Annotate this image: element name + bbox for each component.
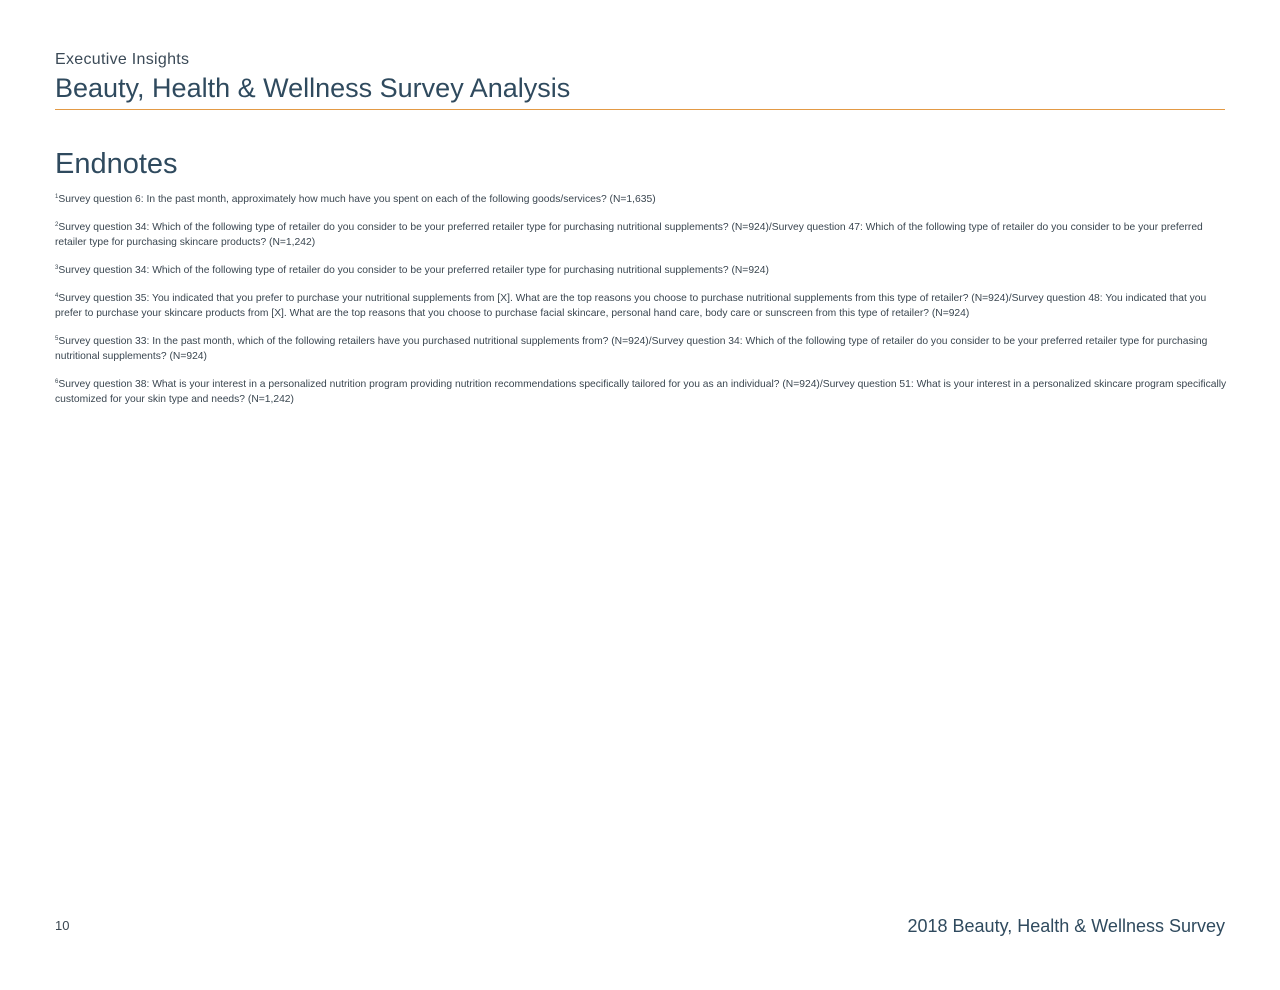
endnote-number: 3	[55, 265, 59, 271]
endnote-2	[55, 220, 1227, 250]
endnote-3	[55, 263, 1227, 278]
endnote-5	[55, 334, 1227, 364]
page-number: 10	[55, 918, 70, 933]
endnote-text: Survey question 34: Which of the following type of retailer do you consider to be your preferred retailer type for purchasing nutritional supplements? (N=924)	[58, 265, 769, 276]
endnote-number: 1	[55, 194, 59, 200]
header-eyebrow: Executive Insights	[55, 51, 190, 68]
endnote-number: 2	[55, 222, 59, 228]
endnote-number: 4	[55, 293, 59, 299]
endnote-text: Survey question 33: In the past month, which of the following retailers have you purchased nutritional supplements from? (N=924)/Survey question 34: Which of the following type of retailer do you consider to be your preferred retailer type for purchasing nutritional supplements? (N=924)	[55, 336, 1208, 362]
endnote-text: Survey question 6: In the past month, approximately how much have you spent on each of the following goods/services? (N=1,635)	[58, 194, 656, 205]
endnote-1	[55, 192, 1227, 207]
footer-title: 2018 Beauty, Health & Wellness Survey	[907, 916, 1225, 936]
header-divider	[55, 109, 1225, 110]
endnote-text: Survey question 35: You indicated that you prefer to purchase your nutritional supplements from [X]. What are the top reasons you choose to purchase nutritional supplements from this type of retailer? (N=924)/Survey question 48: You indicated that you prefer to purchase your skincare products from [X]. What are the top reasons that you choose to purchase facial skincare, personal hand care, body care or sunscreen from this type of retailer? (N=924)	[55, 293, 1207, 319]
page-header	[55, 50, 1225, 105]
endnote-number: 6	[55, 379, 59, 385]
endnote-text: Survey question 38: What is your interest in a personalized nutrition program providing nutrition recommendations specifically tailored for you as an individual? (N=924)/Survey question 51: What is your interest in a personalized skincare program specifically customized for your skin type and needs? (N=1,242)	[55, 379, 1227, 405]
section-title: Endnotes	[55, 148, 178, 180]
endnote-text: Survey question 34: Which of the following type of retailer do you consider to be your preferred retailer type for purchasing nutritional supplements? (N=924)/Survey question 47: Which of the following type of retailer do you consider to be your preferred retailer type for purchasing skincare products? (N=1,242)	[55, 222, 1203, 248]
header-title: Beauty, Health & Wellness Survey Analysis	[55, 73, 571, 103]
endnote-6	[55, 377, 1227, 407]
endnote-number: 5	[55, 336, 59, 342]
endnotes-list	[55, 192, 1227, 420]
endnote-4	[55, 291, 1227, 321]
